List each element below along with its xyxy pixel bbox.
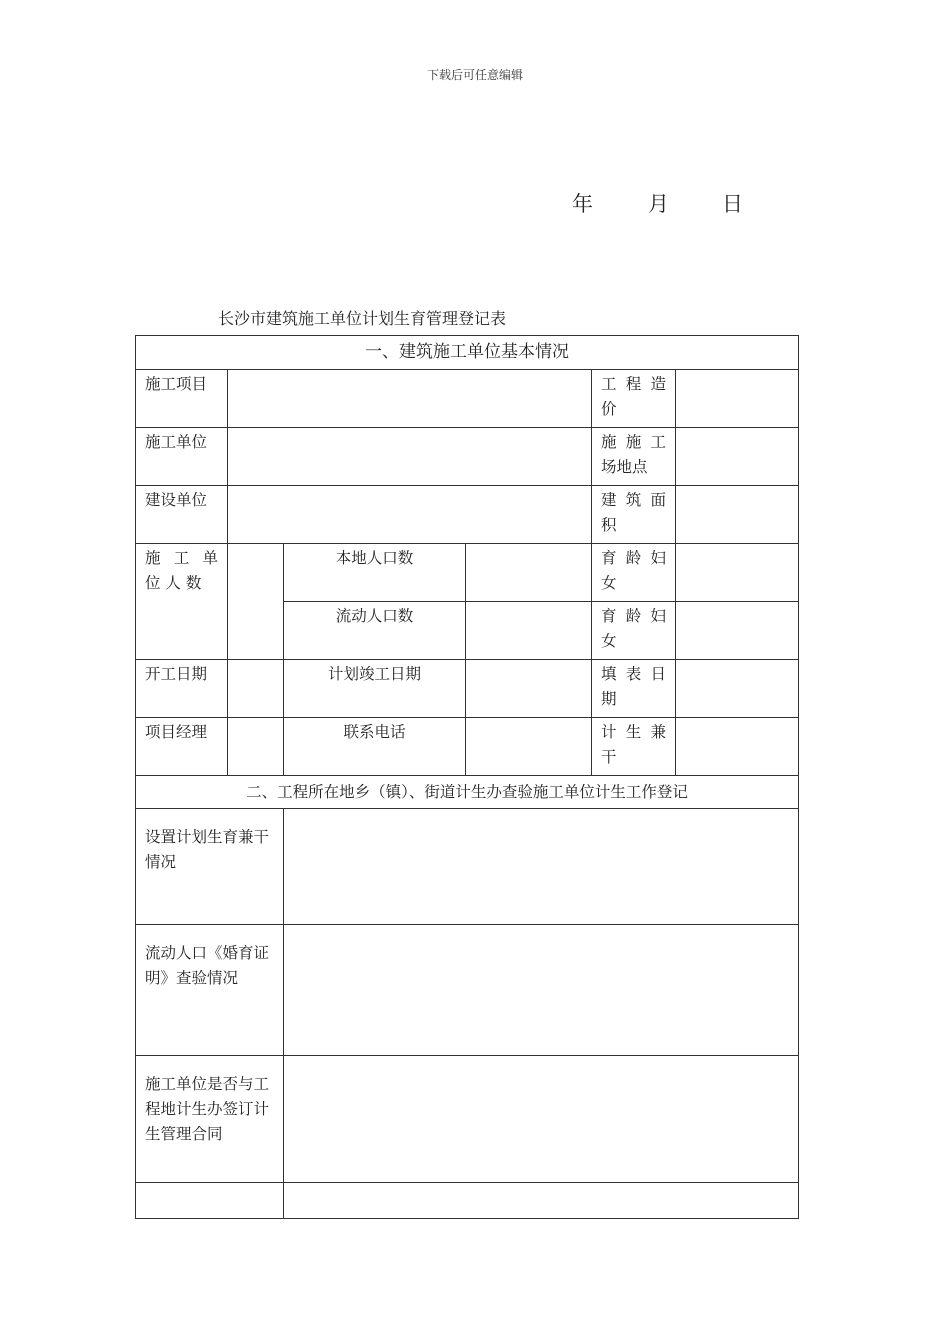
field-area[interactable] <box>676 486 799 544</box>
label-staff-setup: 设置计划生育兼干情况 <box>136 809 284 925</box>
label-family-planning-staff: 计 生 兼 干 <box>592 718 676 776</box>
field-site[interactable] <box>676 428 799 486</box>
registration-form <box>135 335 799 1219</box>
label-plan-finish: 计划竣工日期 <box>284 660 466 718</box>
field-women-1[interactable] <box>676 544 799 602</box>
label-fill-date: 填 表 日 期 <box>592 660 676 718</box>
label-cost: 工 程 造 价 <box>592 370 676 428</box>
label-start-date: 开工日期 <box>136 660 228 718</box>
label-unit: 施工单位 <box>136 428 228 486</box>
field-extra[interactable] <box>284 1183 799 1219</box>
field-phone[interactable] <box>466 718 592 776</box>
field-local-pop[interactable] <box>466 544 592 602</box>
label-site: 施 施 工 场地点 <box>592 428 676 486</box>
label-headcount: 施 工 单 位 人 数 <box>136 544 228 660</box>
field-cost[interactable] <box>676 370 799 428</box>
header-note: 下载后可任意编辑 <box>426 68 523 82</box>
label-certificate-check: 流动人口《婚育证明》查验情况 <box>136 925 284 1056</box>
field-family-planning-staff[interactable] <box>676 718 799 776</box>
label-builder: 建设单位 <box>136 486 228 544</box>
label-phone: 联系电话 <box>284 718 466 776</box>
label-manager: 项目经理 <box>136 718 228 776</box>
field-headcount[interactable] <box>228 544 284 660</box>
field-contract-signed[interactable] <box>284 1056 799 1183</box>
field-fill-date[interactable] <box>676 660 799 718</box>
field-project[interactable] <box>228 370 592 428</box>
date-day: 日 <box>722 192 743 216</box>
field-plan-finish[interactable] <box>466 660 592 718</box>
label-women-1: 育 龄 妇 女 <box>592 544 676 602</box>
label-women-2: 育 龄 妇 女 <box>592 602 676 660</box>
label-floating-pop: 流动人口数 <box>284 602 466 660</box>
form-title: 长沙市建筑施工单位计划生育管理登记表 <box>218 309 507 328</box>
field-women-2[interactable] <box>676 602 799 660</box>
field-start-date[interactable] <box>228 660 284 718</box>
date-year: 年 <box>572 192 593 216</box>
section1-title: 一、建筑施工单位基本情况 <box>136 336 799 370</box>
field-certificate-check[interactable] <box>284 925 799 1056</box>
section2-title: 二、工程所在地乡（镇）、街道计生办查验施工单位计生工作登记 <box>136 776 799 809</box>
field-manager[interactable] <box>228 718 284 776</box>
label-area: 建 筑 面 积 <box>592 486 676 544</box>
label-extra <box>136 1183 284 1219</box>
label-local-pop: 本地人口数 <box>284 544 466 602</box>
label-contract-signed: 施工单位是否与工程地计生办签订计生管理合同 <box>136 1056 284 1183</box>
date-month: 月 <box>648 192 669 216</box>
field-staff-setup[interactable] <box>284 809 799 925</box>
field-builder[interactable] <box>228 486 592 544</box>
field-floating-pop[interactable] <box>466 602 592 660</box>
label-project: 施工项目 <box>136 370 228 428</box>
field-unit[interactable] <box>228 428 592 486</box>
date-line <box>572 188 743 218</box>
